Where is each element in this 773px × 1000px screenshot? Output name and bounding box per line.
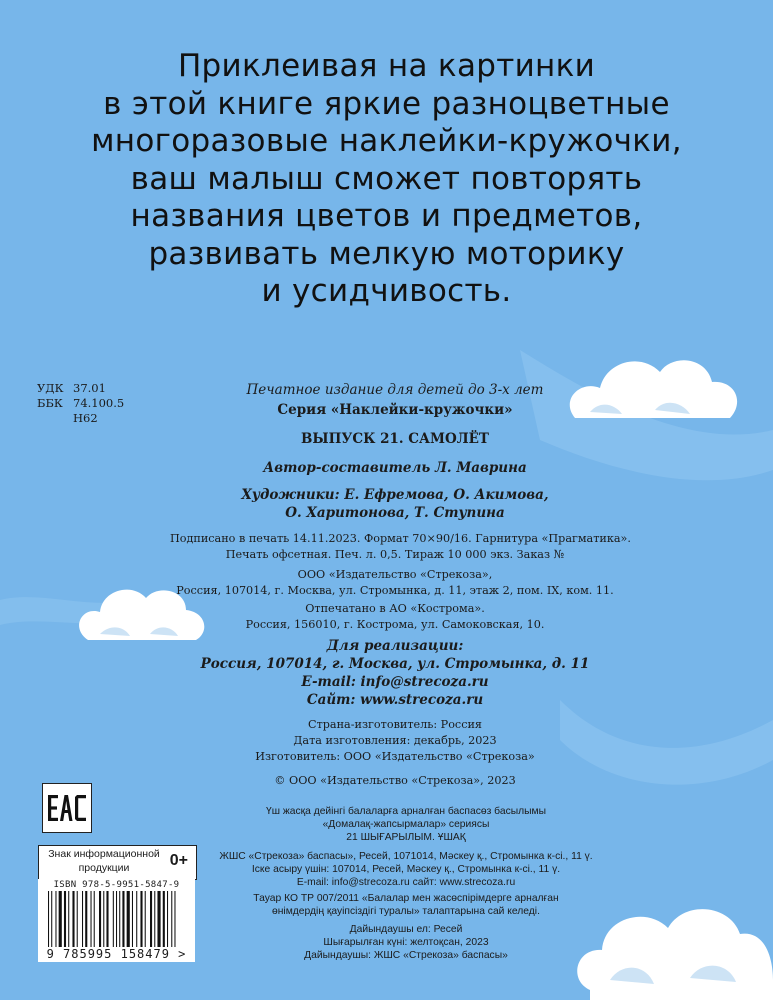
- barcode-bar: [51, 891, 52, 947]
- barcode-bar: [167, 891, 168, 947]
- barcode-bar: [82, 891, 83, 947]
- headline-line: названия цветов и предметов,: [130, 198, 643, 234]
- headline-line: и усидчивость.: [261, 273, 512, 309]
- print-info-1: Подписано в печать 14.11.2023. Формат 70×90/16. Гарнитура «Прагматика».: [170, 532, 631, 545]
- kz-line: Дайындаушы: ЖШС «Стрекоза» баспасы»: [304, 950, 508, 962]
- kz-line: Тауар КО ТР 007/2011 «Балалар мен жасөспірімдерге арналған: [253, 893, 559, 905]
- barcode-bar: [150, 891, 152, 947]
- kz-line: Үш жасқа дейінгі балаларға арналған баспасөз басылымы: [265, 806, 547, 817]
- barcode-bar: [59, 891, 62, 947]
- barcode-digits: 9 785995 158479 >: [46, 947, 187, 961]
- edition-note: Печатное издание для детей до 3-х лет: [246, 382, 544, 398]
- publisher-line-1: ООО «Издательство «Стрекоза»,: [297, 568, 493, 581]
- headline-line: развивать мелкую моторику: [148, 235, 625, 272]
- barcode-bar: [157, 891, 160, 947]
- headline-line: Приклеивая на картинки: [177, 48, 596, 84]
- kz-line: Шығарылған күні: желтоқсан, 2023: [323, 936, 489, 948]
- barcode-bar: [72, 891, 74, 947]
- barcode-bar: [116, 891, 117, 947]
- barcode-bar: [91, 891, 92, 947]
- barcode-bar: [113, 891, 114, 947]
- barcode-block: [38, 879, 195, 962]
- kz-line: өнімдердің қауіпсіздігі туралы» талаптарына сай келеді.: [272, 906, 540, 918]
- series-title: Серия «Наклейки-кружочки»: [277, 402, 513, 418]
- cloud-bottom-right: [577, 909, 773, 1000]
- headline: [60, 48, 713, 311]
- printed-line-2: Россия, 156010, г. Кострома, ул. Самоковская, 10.: [245, 618, 545, 631]
- print-info-2: Печать офсетная. Печ. л. 0,5. Тираж 10 000 экз. Заказ №: [225, 548, 565, 561]
- barcode-bar: [103, 891, 104, 947]
- kz-line: Іске асыру үшін: 107014, Ресей, Мәскеу қ., Стромынка к-сі., 11 ү.: [251, 863, 561, 875]
- barcode-bar: [163, 891, 165, 947]
- udk-code: 37.01: [73, 381, 106, 395]
- date-line: Дата изготовления: декабрь, 2023: [293, 734, 497, 747]
- barcode-bar: [55, 891, 56, 947]
- kz-line: 21 ШЫҒАРЫЛЫМ. ҰШАҚ: [346, 832, 466, 844]
- kz-line: ЖШС «Стрекоза» баспасы», Ресей, 1071014, Мәскеу қ., Стромынка к-сі., 11 ү.: [219, 850, 593, 862]
- barcode-bar: [136, 891, 137, 947]
- barcode-bar: [122, 891, 124, 947]
- barcode-bar: [64, 891, 66, 947]
- manufacturer-line: Изготовитель: ООО «Издательство «Стрекоза»: [255, 750, 535, 763]
- artists-line-1: Художники: Е. Ефремова, О. Акимова,: [241, 487, 549, 503]
- bbk-code: 74.100.5: [73, 396, 125, 410]
- printed-line-1: Отпечатано в АО «Кострома».: [305, 602, 485, 615]
- issue-title: ВЫПУСК 21. САМОЛЁТ: [301, 431, 489, 447]
- barcode-bar: [99, 891, 101, 947]
- barcode-bar: [48, 891, 49, 947]
- barcode-bar: [85, 891, 87, 947]
- barcode-bar: [77, 891, 78, 947]
- headline-line: ваш малыш сможет повторять: [130, 160, 643, 197]
- barcode-bar: [94, 891, 95, 947]
- sales-address: Россия, 107014, г. Москва, ул. Стромынка, д. 11: [200, 656, 590, 672]
- site-line: Сайт: www.strecoza.ru: [306, 692, 484, 708]
- classification-codes: [37, 381, 124, 426]
- bbk-label: ББК: [37, 396, 63, 410]
- barcode-bar: [171, 891, 172, 947]
- kazakh-imprint: [206, 805, 606, 962]
- barcode-bar: [127, 891, 130, 947]
- author-mark: Н62: [73, 411, 98, 425]
- headline-line: многоразовые наклейки-кружочки,: [91, 123, 682, 159]
- barcode-bar: [174, 891, 175, 947]
- country-line: Страна-изготовитель: Россия: [308, 718, 482, 731]
- udk-label: УДК: [37, 381, 64, 395]
- kz-line: Дайындаушы ел: Ресей: [349, 923, 463, 935]
- barcode-bar: [132, 891, 133, 947]
- barcode-bar: [140, 891, 142, 947]
- eac-mark: [42, 783, 92, 833]
- info-product-sign: [38, 845, 197, 880]
- barcode-bar: [145, 891, 146, 947]
- sales-heading: Для реализации:: [326, 638, 464, 654]
- age-rating: 0+: [169, 852, 188, 869]
- kz-line: E-mail: info@strecoza.ru сайт: www.strecoza.ru: [296, 877, 516, 889]
- barcode-bar: [106, 891, 108, 947]
- copyright-line: © ООО «Издательство «Стрекоза», 2023: [274, 774, 516, 787]
- barcode-bar: [119, 891, 120, 947]
- barcode-bar: [154, 891, 155, 947]
- isbn-text: ISBN 978-5-9951-5847-9: [53, 880, 180, 890]
- email-line: E-mail: info@strecoza.ru: [301, 674, 489, 690]
- info-sign-label: Знак информационной продукции: [48, 848, 160, 874]
- barcode-bar: [68, 891, 69, 947]
- headline-line: в этой книге яркие разноцветные: [103, 85, 670, 122]
- artists-line-2: О. Харитонова, Т. Ступина: [285, 505, 505, 521]
- kz-line: «Домалақ-жапсырмалар» сериясы: [322, 819, 490, 831]
- publisher-line-2: Россия, 107014, г. Москва, ул. Стромынка, д. 11, этаж 2, пом. IX, ком. 11.: [176, 584, 614, 597]
- author-line: Автор-составитель Л. Маврина: [263, 460, 527, 476]
- eac-logo-icon: [43, 784, 91, 832]
